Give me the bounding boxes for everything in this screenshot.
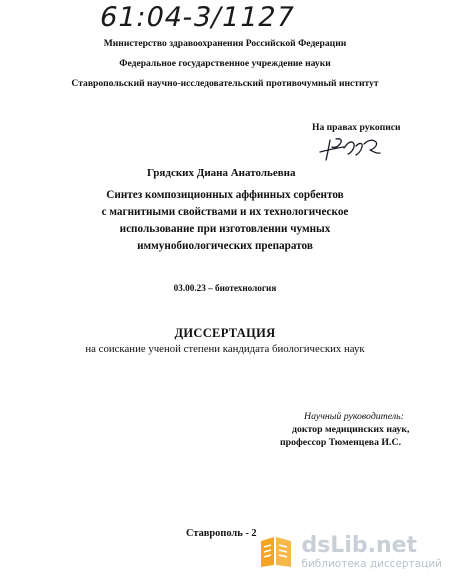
specialty-code: 03.00.23 – биотехнология bbox=[173, 283, 277, 293]
dissertation-heading: ДИССЕРТАЦИЯ bbox=[174, 326, 276, 340]
advisor-label: Научный руководитель: bbox=[304, 411, 404, 422]
institute-line: Ставропольский научно-исследовательский противочумный институт bbox=[71, 78, 379, 89]
watermark-name: dsLib.net bbox=[301, 532, 418, 558]
signature-icon bbox=[318, 134, 382, 162]
book-logo-icon bbox=[257, 533, 295, 571]
watermark-tagline: библиотека диссертаций bbox=[301, 557, 442, 570]
agency-line: Федеральное государственное учреждение науки bbox=[119, 58, 331, 69]
watermark bbox=[257, 528, 442, 576]
ministry-line: Министерство здравоохранения Российской Федерации bbox=[103, 38, 347, 49]
city-year: Ставрополь - 2 bbox=[186, 528, 257, 539]
handwritten-catalog-number: 61:04-3/1127 bbox=[96, 2, 298, 33]
advisor-degree: доктор медицинских наук, bbox=[292, 424, 410, 435]
title-line: Синтез композиционных аффинных сорбентов bbox=[106, 189, 344, 201]
title-line: иммунобиологических препаратов bbox=[137, 240, 313, 252]
manuscript-rights-label: На правах рукописи bbox=[312, 122, 401, 133]
dissertation-title bbox=[0, 187, 450, 255]
degree-line: на соискание ученой степени кандидата биологических наук bbox=[85, 343, 365, 355]
title-line: с магнитными свойствами и их технологическое bbox=[101, 206, 349, 218]
author-name: Грядских Диана Анатольевна bbox=[147, 167, 296, 179]
advisor-name: профессор Тюменцева И.С. bbox=[280, 437, 402, 448]
title-line: использование при изготовлении чумных bbox=[119, 223, 331, 235]
